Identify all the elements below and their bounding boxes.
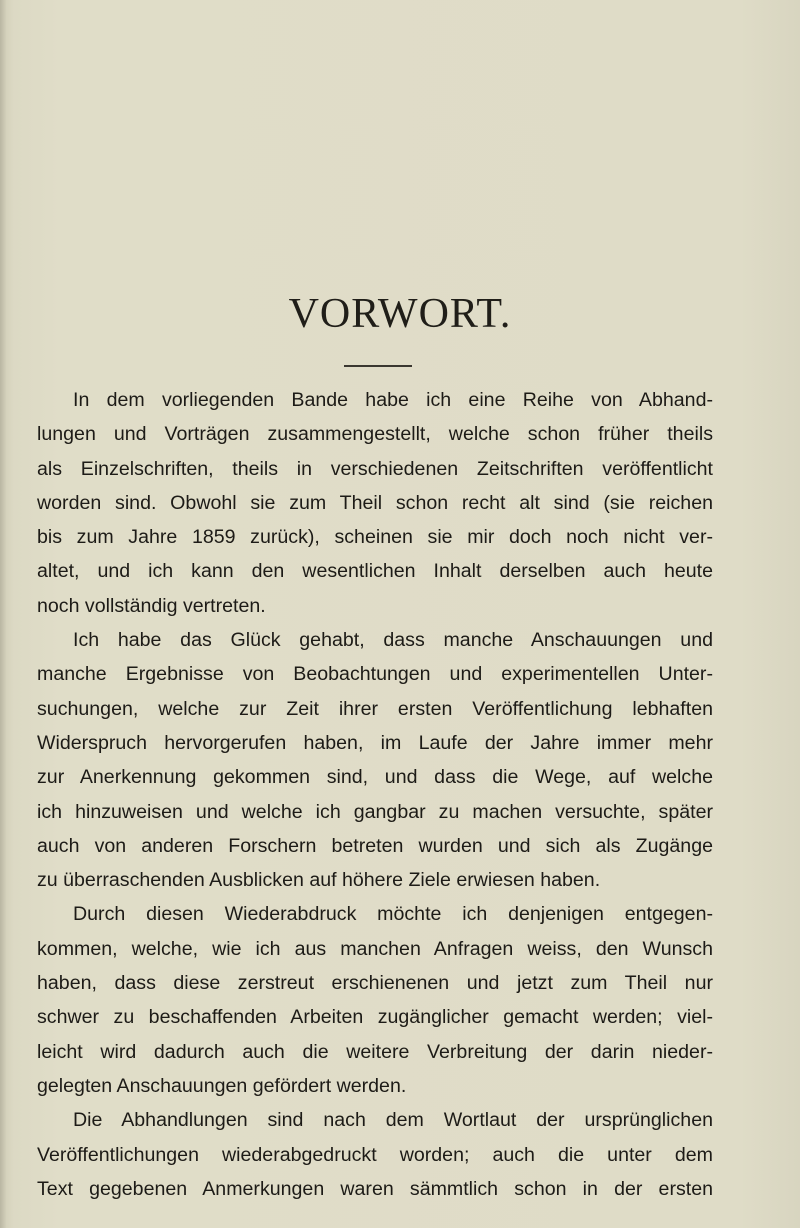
text-line: zu überraschenden Ausblicken auf höhere Ziele erwiesen haben. xyxy=(37,869,601,892)
text-line: haben, dass diese zerstreut erschienenen und jetzt zum Theil nur xyxy=(37,972,713,995)
text-line: kommen, welche, wie ich aus manchen Anfragen weiss, den Wunsch xyxy=(37,937,713,960)
text-line: auch von anderen Forschern betreten wurden und sich als Zugänge xyxy=(37,834,713,857)
text-line: noch vollständig vertreten. xyxy=(37,594,266,617)
text-line: altet, und ich kann den wesentlichen Inhalt derselben auch heute xyxy=(37,560,713,583)
title-divider-rule xyxy=(344,365,412,367)
text-line: leicht wird dadurch auch die weitere Verbreitung der darin nieder- xyxy=(37,1040,713,1063)
text-line: lungen und Vorträgen zusammengestellt, welche schon früher theils xyxy=(37,423,713,446)
page-title: VORWORT. xyxy=(288,291,512,337)
text-line: Ich habe das Glück gehabt, dass manche Anschauungen und xyxy=(73,629,713,652)
text-line: suchungen, welche zur Zeit ihrer ersten Veröffentlichung lebhaften xyxy=(37,697,713,720)
text-line: Durch diesen Wiederabdruck möchte ich denjenigen entgegen- xyxy=(73,903,713,926)
text-line: bis zum Jahre 1859 zurück), scheinen sie mir doch noch nicht ver- xyxy=(37,526,713,549)
text-line: zur Anerkennung gekommen sind, und dass die Wege, auf welche xyxy=(37,766,713,789)
text-line: Veröffentlichungen wiederabgedruckt worden; auch die unter dem xyxy=(37,1143,713,1166)
text-line: gelegten Anschauungen gefördert werden. xyxy=(37,1074,407,1097)
text-line: worden sind. Obwohl sie zum Theil schon recht alt sind (sie reichen xyxy=(37,491,713,514)
page-gutter-edge xyxy=(0,0,6,1228)
text-line: Die Abhandlungen sind nach dem Wortlaut der ursprünglichen xyxy=(73,1109,713,1132)
text-line: Widerspruch hervorgerufen haben, im Laufe der Jahre immer mehr xyxy=(37,731,713,754)
text-line: ich hinzuweisen und welche ich gangbar zu machen versuchte, später xyxy=(37,800,713,823)
text-line: manche Ergebnisse von Beobachtungen und experimentellen Unter- xyxy=(37,663,713,686)
text-line: schwer zu beschaffenden Arbeiten zugänglicher gemacht werden; viel- xyxy=(37,1006,713,1029)
text-line: als Einzelschriften, theils in verschiedenen Zeitschriften veröffentlicht xyxy=(37,457,713,480)
text-line: Text gegebenen Anmerkungen waren sämmtlich schon in der ersten xyxy=(37,1177,713,1200)
text-line: In dem vorliegenden Bande habe ich eine Reihe von Abhand- xyxy=(73,389,713,411)
preface-body xyxy=(37,383,713,1206)
